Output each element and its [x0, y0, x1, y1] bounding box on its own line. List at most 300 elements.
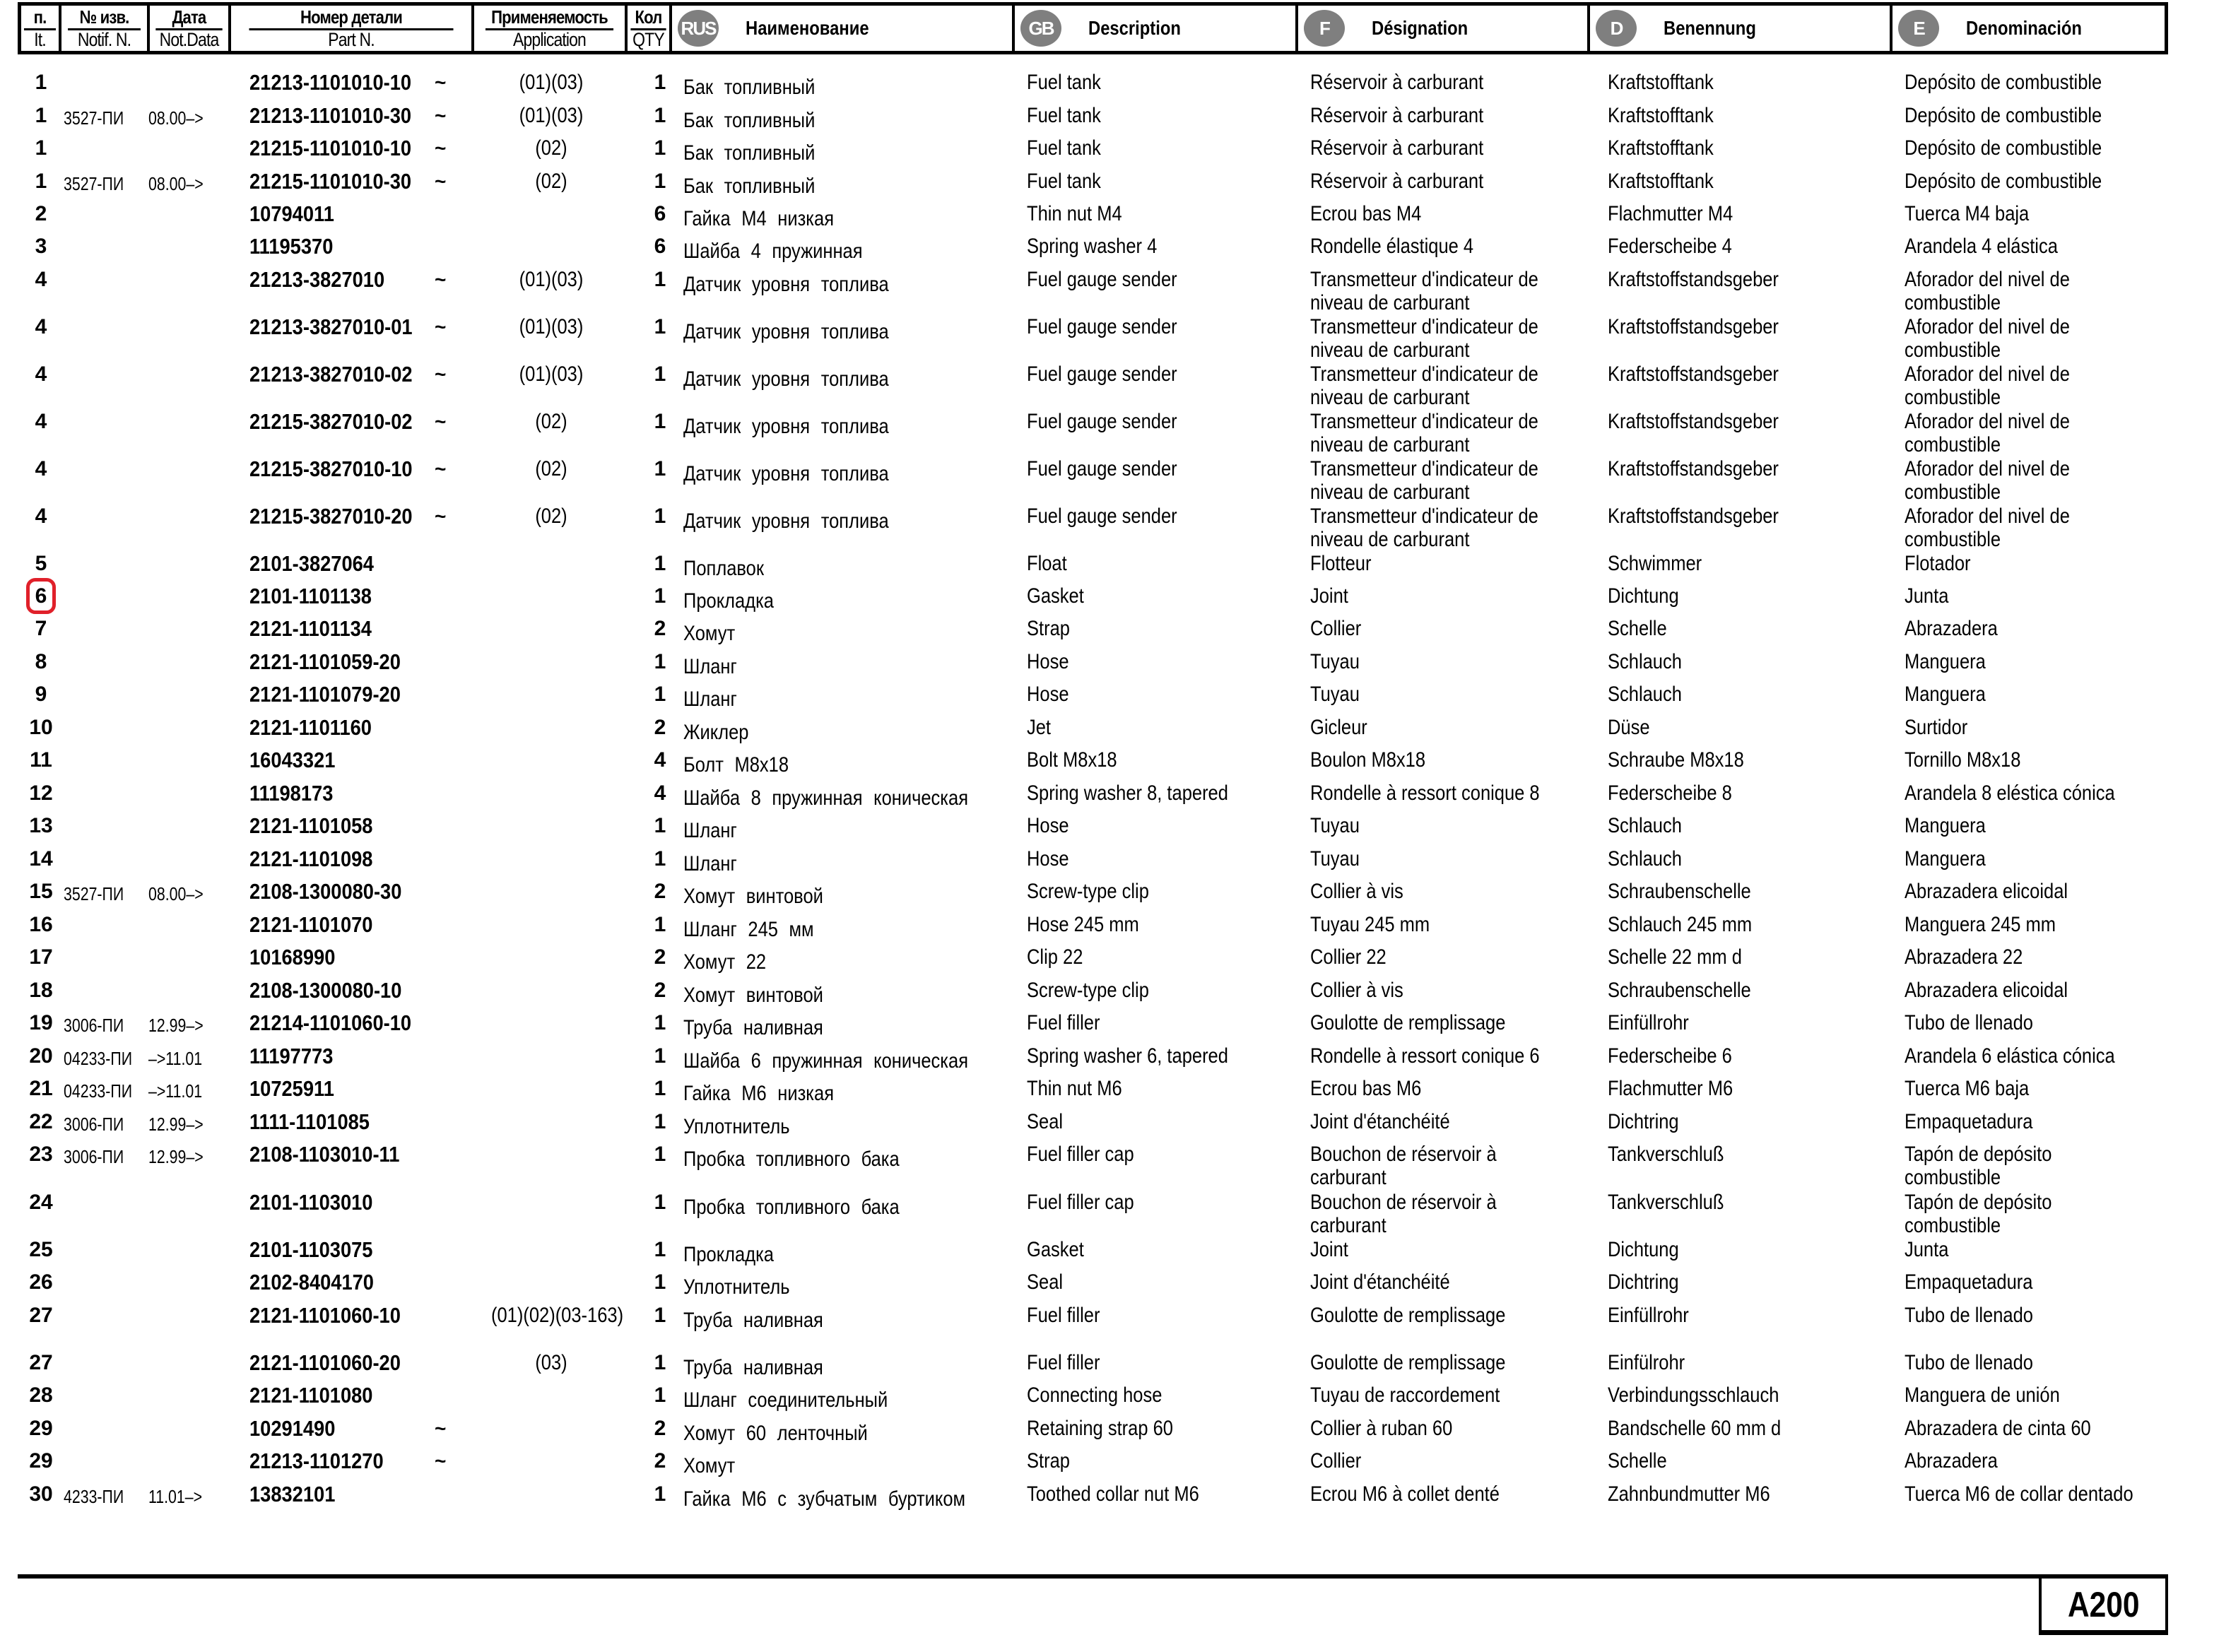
name-es-line: Abrazadera elicoidal	[1905, 880, 2068, 903]
part-number: 13832101	[249, 1482, 336, 1506]
quantity: 1	[654, 268, 666, 291]
name-fr-line: Tuyau	[1310, 847, 1360, 871]
header-part-en: Part N.	[328, 28, 375, 50]
name-fr-line: Bouchon de réservoir à	[1310, 1143, 1497, 1166]
name-fr-line: Flotteur	[1310, 552, 1372, 575]
item-number: 9	[35, 683, 47, 706]
name-de: Schlauch	[1608, 650, 1682, 673]
item-number: 17	[29, 945, 53, 969]
part-number: 21213-1101010-30	[249, 103, 412, 128]
part-number: 10291490	[249, 1416, 336, 1441]
application: (01)(03)	[519, 315, 584, 338]
name-de: Schlauch	[1608, 814, 1682, 837]
name-es	[1905, 979, 2068, 1002]
name-gb: Strap	[1027, 617, 1070, 640]
name-rus: Пробка топливного бака	[683, 1196, 900, 1219]
name-de: Dichtring	[1608, 1110, 1679, 1133]
part-number: 2121-1101060-10	[249, 1303, 401, 1328]
name-es-line: Manguera	[1905, 814, 1986, 837]
name-gb: Jet	[1027, 716, 1052, 739]
quantity: 1	[654, 1011, 666, 1034]
item-number: 8	[35, 650, 47, 673]
name-es	[1905, 1449, 1998, 1473]
name-es-line: Junta	[1905, 1238, 1949, 1261]
name-fr-line: Goulotte de remplissage	[1310, 1011, 1506, 1034]
item-number: 3	[35, 235, 47, 258]
application: (01)(03)	[519, 362, 584, 386]
notification-date: 08.00–>	[148, 107, 204, 129]
name-fr	[1310, 1449, 1361, 1473]
name-rus: Датчик уровня топлива	[683, 415, 889, 438]
name-rus: Шланг	[683, 688, 737, 711]
name-es-line: Manguera	[1905, 683, 1986, 706]
part-number: 1111-1101085	[249, 1109, 370, 1134]
name-es	[1905, 170, 2102, 193]
name-fr-line: Réservoir à carburant	[1310, 104, 1484, 127]
name-de: Dichtung	[1608, 1238, 1679, 1261]
variant-mark: ~	[435, 137, 447, 159]
name-rus: Датчик уровня топлива	[683, 320, 889, 343]
name-fr-line: Goulotte de remplissage	[1310, 1351, 1506, 1374]
name-es-line: Aforador del nivel de	[1905, 457, 2070, 480]
item-number: 30	[29, 1482, 53, 1506]
item-number: 10	[29, 716, 53, 739]
part-number: 21215-1101010-10	[249, 136, 412, 160]
name-fr	[1310, 505, 1538, 551]
name-es-line: combustible	[1905, 480, 2001, 504]
name-fr-line: Boulon M8x18	[1310, 748, 1426, 772]
name-es	[1905, 315, 2070, 362]
name-de: Düse	[1608, 716, 1650, 739]
name-gb: Spring washer 8, tapered	[1027, 781, 1228, 805]
header-date-ru: Дата	[155, 6, 222, 30]
notification-number: 3006-ПИ	[64, 1114, 124, 1135]
quantity: 1	[654, 1270, 666, 1294]
name-es	[1905, 683, 1986, 706]
name-de: Kraftstoffstandsgeber	[1608, 268, 1779, 291]
notification-date: 12.99–>	[148, 1015, 204, 1036]
part-number: 2121-1101098	[249, 846, 373, 871]
name-de: Kraftstofftank	[1608, 136, 1714, 160]
name-es	[1905, 584, 1948, 608]
name-de: Zahnbundmutter M6	[1608, 1482, 1770, 1506]
quantity: 6	[654, 235, 666, 258]
variant-mark: ~	[435, 316, 447, 338]
quantity: 1	[654, 1304, 666, 1327]
quantity: 1	[654, 1383, 666, 1407]
quantity: 2	[654, 716, 666, 739]
part-number: 21214-1101060-10	[249, 1010, 412, 1035]
item-number: 28	[29, 1383, 53, 1407]
variant-mark: ~	[435, 363, 447, 385]
quantity: 2	[654, 1449, 666, 1473]
name-es-line: Aforador del nivel de	[1905, 410, 2070, 433]
name-es-line: Tuerca M6 de collar dentado	[1905, 1482, 2133, 1506]
quantity: 2	[654, 945, 666, 969]
name-es-line: Tuerca M4 baja	[1905, 202, 2030, 225]
name-es-line: Manguera de unión	[1905, 1383, 2060, 1407]
notification-number: 3006-ПИ	[64, 1015, 124, 1036]
name-de: Kraftstoffstandsgeber	[1608, 410, 1779, 433]
name-es-line: Tapón de depósito	[1905, 1143, 2052, 1166]
name-fr-line: niveau de carburant	[1310, 291, 1470, 314]
header-part-ru: Номер детали	[249, 6, 454, 30]
name-de: Schraubenschelle	[1608, 880, 1751, 903]
name-de: Schraubenschelle	[1608, 979, 1751, 1002]
name-rus: Хомут 22	[683, 950, 767, 974]
header-item	[21, 6, 61, 51]
item-number: 14	[29, 847, 53, 871]
item-number: 7	[35, 617, 47, 640]
quantity: 1	[654, 410, 666, 433]
name-es-line: combustible	[1905, 433, 2001, 456]
name-es	[1905, 1191, 2052, 1237]
name-de: Dichtung	[1608, 584, 1679, 608]
name-de: Schwimmer	[1608, 552, 1702, 575]
item-number: 1	[35, 104, 47, 127]
name-es-line: Manguera 245 mm	[1905, 913, 2056, 936]
part-number: 2101-1103010	[249, 1190, 373, 1215]
part-number: 21213-3827010-02	[249, 362, 413, 387]
f-flag-icon: F	[1304, 10, 1345, 47]
name-rus: Хомут винтовой	[683, 885, 823, 908]
name-fr	[1310, 235, 1473, 258]
name-es-line: Aforador del nivel de	[1905, 362, 2070, 386]
name-fr	[1310, 781, 1540, 805]
name-fr-line: Transmetteur d'indicateur de	[1310, 410, 1538, 433]
name-es-line: Junta	[1905, 584, 1949, 608]
name-es-line: Surtidor	[1905, 716, 1968, 739]
name-es-line: Empaquetadura	[1905, 1110, 2033, 1133]
name-es-line: Abrazadera	[1905, 617, 1998, 640]
item-number: 24	[29, 1191, 53, 1214]
name-fr-line: Tuyau	[1310, 683, 1360, 706]
name-de: Schraube M8x18	[1608, 748, 1744, 772]
part-number: 10725911	[249, 1076, 334, 1101]
name-es-line: Abrazadera 22	[1905, 945, 2023, 969]
header-part	[231, 6, 474, 51]
name-gb: Strap	[1027, 1449, 1070, 1473]
notification-date: 12.99–>	[148, 1114, 204, 1135]
header-lang-rus	[672, 6, 1015, 51]
item-number: 4	[35, 268, 47, 291]
part-number: 2101-1103075	[249, 1237, 373, 1262]
name-gb: Gasket	[1027, 584, 1084, 608]
name-fr	[1310, 913, 1430, 936]
name-fr-line: Ecrou M6 à collet denté	[1310, 1482, 1500, 1506]
item-number: 13	[29, 814, 53, 837]
item-number: 4	[35, 457, 47, 480]
name-gb: Fuel filler cap	[1027, 1191, 1134, 1214]
application: (02)	[535, 170, 567, 193]
item-number: 18	[29, 979, 53, 1002]
name-rus: Прокладка	[683, 1243, 774, 1266]
name-gb: Float	[1027, 552, 1067, 575]
name-fr-line: niveau de carburant	[1310, 528, 1470, 551]
item-number: 1	[35, 170, 47, 193]
quantity: 2	[654, 880, 666, 903]
quantity: 1	[654, 505, 666, 528]
quantity: 1	[654, 457, 666, 480]
name-es	[1905, 716, 1967, 739]
name-fr	[1310, 1077, 1421, 1100]
item-number: 27	[29, 1304, 53, 1327]
part-number: 21213-3827010-01	[249, 314, 413, 339]
name-fr	[1310, 683, 1360, 706]
notification-number: 04233-ПИ	[64, 1048, 133, 1069]
name-es-line: combustible	[1905, 1166, 2001, 1189]
item-number: 25	[29, 1238, 53, 1261]
name-fr	[1310, 457, 1538, 504]
name-fr-line: niveau de carburant	[1310, 433, 1470, 456]
name-gb: Fuel tank	[1027, 71, 1101, 94]
part-number: 11197773	[249, 1044, 334, 1068]
quantity: 1	[654, 1238, 666, 1261]
name-fr	[1310, 1383, 1500, 1407]
name-gb: Fuel gauge sender	[1027, 268, 1177, 291]
item-number	[20, 584, 62, 608]
name-rus: Труба наливная	[683, 1016, 823, 1039]
d-flag-icon: D	[1596, 10, 1637, 47]
e-flag-icon: E	[1898, 10, 1939, 47]
notification-number: 3527-ПИ	[64, 883, 124, 904]
quantity: 4	[654, 748, 666, 772]
name-rus: Гайка М6 с зубчатым буртиком	[683, 1487, 966, 1511]
name-es-line: Abrazadera de cinta 60	[1905, 1417, 2091, 1440]
name-de: Schlauch 245 mm	[1608, 913, 1753, 936]
item-number: 23	[29, 1143, 53, 1166]
name-gb: Fuel filler	[1027, 1351, 1100, 1374]
item-number: 4	[35, 505, 47, 528]
name-de: Verbindungsschlauch	[1608, 1383, 1779, 1407]
part-number: 2101-1101138	[249, 584, 372, 608]
name-es	[1905, 1482, 2133, 1506]
name-gb: Fuel gauge sender	[1027, 410, 1177, 433]
item-number: 4	[35, 410, 47, 433]
gb-flag-icon: GB	[1020, 10, 1061, 47]
name-fr-line: Bouchon de réservoir à	[1310, 1191, 1497, 1214]
item-number: 29	[29, 1449, 53, 1473]
name-es	[1905, 945, 2023, 969]
name-gb: Fuel filler cap	[1027, 1143, 1134, 1166]
name-fr	[1310, 104, 1483, 127]
name-fr-line: Réservoir à carburant	[1310, 170, 1484, 193]
name-es-line: Tubo de llenado	[1905, 1011, 2033, 1034]
part-number: 21213-1101010-10	[249, 70, 412, 95]
name-gb: Toothed collar nut M6	[1027, 1482, 1199, 1506]
name-rus: Гайка М4 низкая	[683, 207, 835, 230]
item-number: 4	[35, 362, 47, 386]
name-fr	[1310, 650, 1360, 673]
name-es	[1905, 410, 2070, 456]
name-fr-line: Joint d'étanchéité	[1310, 1270, 1450, 1294]
name-gb: Thin nut M4	[1027, 202, 1122, 225]
name-gb: Fuel gauge sender	[1027, 362, 1177, 386]
part-number: 2121-1101059-20	[249, 649, 401, 674]
name-es	[1905, 880, 2068, 903]
quantity: 1	[654, 136, 666, 160]
item-number: 16	[29, 913, 53, 936]
name-es	[1905, 1143, 2052, 1189]
notification-number: 3006-ПИ	[64, 1146, 124, 1167]
name-de: Einfülrohr	[1608, 1351, 1685, 1374]
name-fr-line: niveau de carburant	[1310, 338, 1470, 362]
name-es	[1905, 104, 2102, 127]
name-rus: Шланг соединительный	[683, 1388, 888, 1412]
name-rus: Хомут 60 ленточный	[683, 1422, 868, 1445]
name-fr	[1310, 1304, 1505, 1327]
name-gb: Hose	[1027, 683, 1069, 706]
name-fr-line: Tuyau	[1310, 814, 1360, 837]
name-rus: Шланг	[683, 655, 737, 678]
name-fr-line: Rondelle à ressort conique 8	[1310, 781, 1540, 805]
name-es-line: Empaquetadura	[1905, 1270, 2033, 1294]
notification-date: 11.01–>	[148, 1486, 203, 1507]
item-number: 4	[35, 315, 47, 338]
notification-number: 4233-ПИ	[64, 1486, 124, 1507]
name-gb: Bolt M8x18	[1027, 748, 1117, 772]
name-de: Kraftstofftank	[1608, 170, 1714, 193]
name-fr	[1310, 1270, 1450, 1294]
name-fr-line: Rondelle à ressort conique 6	[1310, 1044, 1540, 1068]
name-es-line: Arandela 6 elástica cónica	[1905, 1044, 2115, 1068]
name-gb: Hose	[1027, 814, 1069, 837]
name-es-line: Arandela 8 eléstica cónica	[1905, 781, 2115, 805]
name-fr	[1310, 1191, 1497, 1237]
name-gb: Fuel filler	[1027, 1304, 1100, 1327]
name-es	[1905, 847, 1986, 871]
name-es-line: Manguera	[1905, 650, 1986, 673]
name-de: Einfüllrohr	[1608, 1011, 1689, 1034]
name-de: Schelle	[1608, 617, 1667, 640]
part-number: 21215-3827010-10	[249, 456, 413, 481]
name-fr	[1310, 552, 1371, 575]
name-es	[1905, 1383, 2060, 1407]
footer-rule	[18, 1574, 2168, 1579]
name-de: Schelle 22 mm d	[1608, 945, 1742, 969]
name-de: Schlauch	[1608, 683, 1682, 706]
quantity: 1	[654, 650, 666, 673]
header-lang-e-label: Denominación	[1966, 17, 2082, 39]
name-rus: Датчик уровня топлива	[683, 509, 889, 533]
name-fr	[1310, 584, 1348, 608]
header-notif-ru: № изв.	[68, 6, 141, 30]
name-fr-line: Tuyau	[1310, 650, 1360, 673]
name-es	[1905, 650, 1986, 673]
name-es	[1905, 1238, 1948, 1261]
item-number: 1	[35, 136, 47, 160]
part-number: 21213-1101270	[249, 1449, 384, 1473]
name-es-line: Aforador del nivel de	[1905, 268, 2070, 291]
item-number: 26	[29, 1270, 53, 1294]
quantity: 1	[654, 71, 666, 94]
name-gb: Hose 245 mm	[1027, 913, 1139, 936]
name-fr-line: Tuyau 245 mm	[1310, 913, 1430, 936]
name-rus: Датчик уровня топлива	[683, 462, 889, 485]
name-fr	[1310, 1482, 1500, 1506]
name-gb: Retaining strap 60	[1027, 1417, 1173, 1440]
table-header	[18, 2, 2168, 54]
name-es	[1905, 362, 2070, 409]
header-lang-gb-label: Description	[1088, 17, 1181, 39]
name-gb: Seal	[1027, 1270, 1064, 1294]
name-de: Kraftstoffstandsgeber	[1608, 315, 1779, 338]
name-rus: Шайба 6 пружинная коническая	[683, 1049, 969, 1073]
variant-mark: ~	[435, 170, 447, 192]
part-number: 2121-1101134	[249, 616, 372, 641]
page-code: A200	[2067, 1584, 2140, 1624]
name-es	[1905, 617, 1998, 640]
notification-date: 12.99–>	[148, 1146, 204, 1167]
name-fr-line: Réservoir à carburant	[1310, 136, 1484, 160]
name-de: Bandschelle 60 mm d	[1608, 1417, 1782, 1440]
name-es-line: Aforador del nivel de	[1905, 315, 2070, 338]
variant-mark: ~	[435, 458, 447, 480]
name-fr-line: Collier à vis	[1310, 979, 1403, 1002]
item-number: 15	[29, 880, 53, 903]
page-code-box	[2039, 1574, 2168, 1635]
rus-flag-icon: RUS	[678, 10, 719, 47]
name-fr	[1310, 1011, 1505, 1034]
name-es-line: Manguera	[1905, 847, 1986, 871]
part-number: 2102-8404170	[249, 1270, 374, 1294]
item-number: 12	[29, 781, 53, 805]
name-es-line: Tornillo M8x18	[1905, 748, 2021, 772]
name-gb: Fuel tank	[1027, 136, 1101, 160]
header-qty-en: QTY	[632, 28, 664, 50]
notification-date: –>11.01	[148, 1080, 203, 1102]
name-es	[1905, 814, 1986, 837]
application: (01)(03)	[519, 268, 584, 291]
variant-mark: ~	[435, 411, 447, 432]
name-de: Tankverschluß	[1608, 1191, 1724, 1214]
name-es-line: Tubo de llenado	[1905, 1351, 2033, 1374]
name-fr-line: Transmetteur d'indicateur de	[1310, 457, 1538, 480]
quantity: 1	[654, 170, 666, 193]
name-fr	[1310, 847, 1360, 871]
name-gb: Connecting hose	[1027, 1383, 1162, 1407]
name-fr-line: Collier à vis	[1310, 880, 1403, 903]
name-es-line: combustible	[1905, 528, 2001, 551]
quantity: 1	[654, 1482, 666, 1506]
name-rus: Уплотнитель	[683, 1275, 790, 1299]
item-number: 2	[35, 202, 47, 225]
name-fr-line: Ecrou bas M6	[1310, 1077, 1422, 1100]
name-fr	[1310, 1351, 1505, 1374]
application: (01)(03)	[519, 104, 584, 127]
name-fr	[1310, 945, 1387, 969]
name-rus: Шланг	[683, 819, 737, 842]
application: (02)	[535, 457, 567, 480]
header-notif-en: Notif. N.	[77, 28, 131, 50]
name-fr	[1310, 71, 1483, 94]
name-fr-line: niveau de carburant	[1310, 386, 1470, 409]
highlighted-item-number[interactable]: 6	[30, 582, 53, 610]
notification-number: 3527-ПИ	[64, 107, 124, 129]
name-fr-line: Réservoir à carburant	[1310, 71, 1484, 94]
variant-mark: ~	[435, 71, 447, 93]
name-de: Flachmutter M4	[1608, 202, 1733, 225]
name-de: Kraftstoffstandsgeber	[1608, 505, 1779, 528]
name-es-line: combustible	[1905, 386, 2001, 409]
quantity: 1	[654, 1191, 666, 1214]
name-de: Dichtring	[1608, 1270, 1679, 1294]
name-fr-line: carburant	[1310, 1214, 1387, 1237]
header-qty-ru: Кол	[630, 6, 666, 30]
name-rus: Пробка топливного бака	[683, 1147, 900, 1171]
header-lang-f	[1298, 6, 1590, 51]
variant-mark: ~	[435, 1450, 447, 1472]
